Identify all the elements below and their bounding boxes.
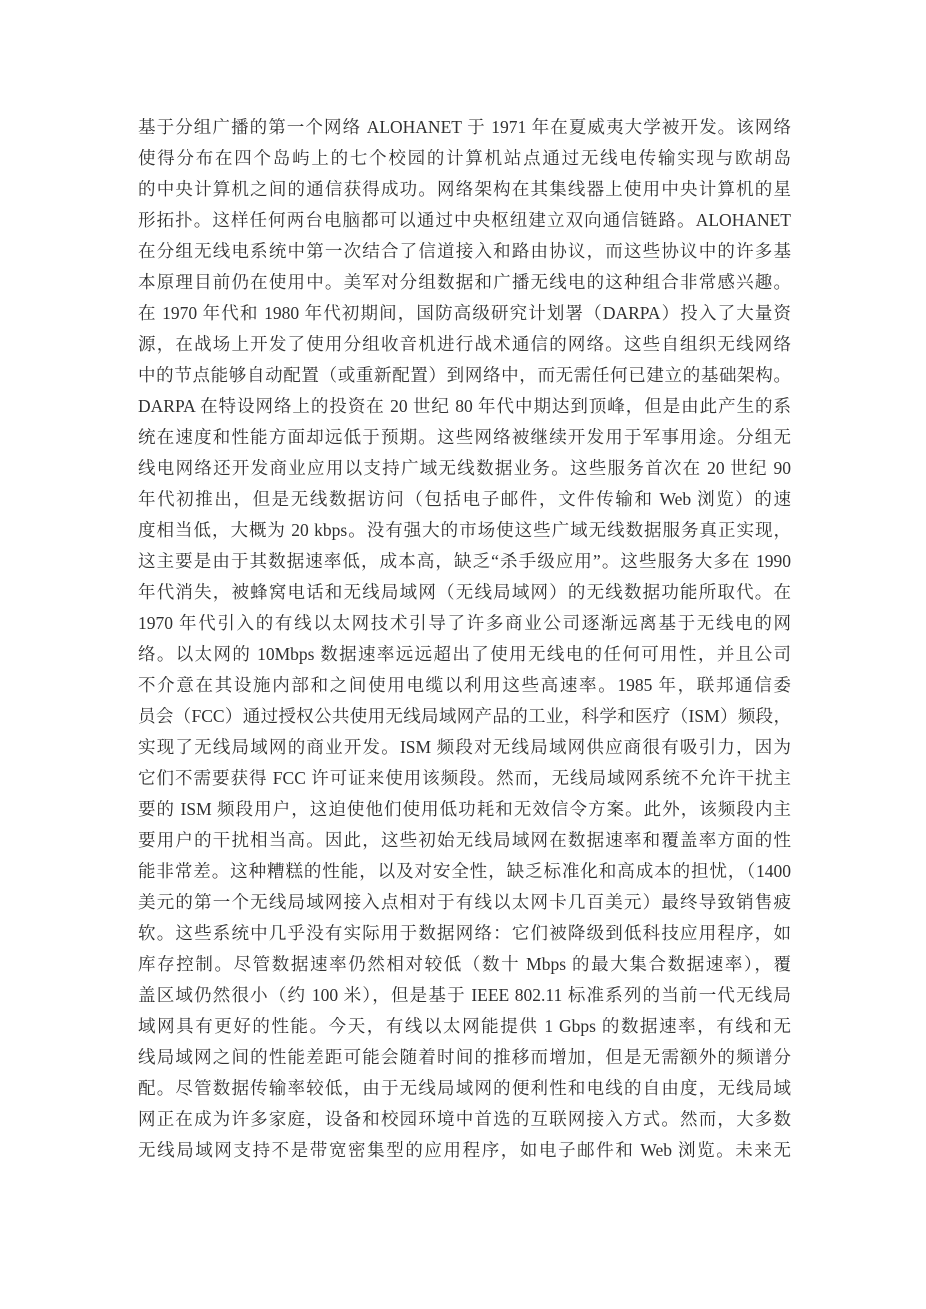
text-line: 网正在成为许多家庭，设备和校园环境中首选的互联网接入方式。然而，大多数 <box>138 1109 791 1129</box>
text-line: 盖区域仍然很小（约 100 米），但是基于 IEEE 802.11 标准系列的当前一代无线局 <box>138 985 791 1005</box>
text-line: 要的 ISM 频段用户，这迫使他们使用低功耗和无效信令方案。此外，该频段内主 <box>138 799 791 819</box>
text-line: 1970 年代引入的有线以太网技术引导了许多商业公司逐渐远离基于无线电的网 <box>138 613 791 633</box>
text-line: 线局域网之间的性能差距可能会随着时间的推移而增加，但是无需额外的频谱分 <box>138 1047 791 1067</box>
text-line: 线电网络还开发商业应用以支持广域无线数据业务。这些服务首次在 20 世纪 90 <box>138 458 791 478</box>
text-line: 统在速度和性能方面却远低于预期。这些网络被继续开发用于军事用途。分组无 <box>138 427 791 447</box>
text-line: 本原理目前仍在使用中。美军对分组数据和广播无线电的这种组合非常感兴趣。 <box>138 272 791 292</box>
text-line: 的中央计算机之间的通信获得成功。网络架构在其集线器上使用中央计算机的星 <box>138 179 791 199</box>
text-line: 基于分组广播的第一个网络 ALOHANET 于 1971 年在夏威夷大学被开发。该网络 <box>138 117 791 137</box>
text-line: 在 1970 年代和 1980 年代初期间，国防高级研究计划署（DARPA）投入了大量资 <box>138 303 791 323</box>
body-paragraph <box>138 112 791 1166</box>
text-line: 这主要是由于其数据速率低，成本高，缺乏“杀手级应用”。这些服务大多在 1990 <box>138 551 791 571</box>
text-line: 不介意在其设施内部和之间使用电缆以利用这些高速率。1985 年，联邦通信委 <box>138 675 791 695</box>
text-line: 形拓扑。这样任何两台电脑都可以通过中央枢纽建立双向通信链路。ALOHANET <box>138 210 791 230</box>
text-line: 配。尽管数据传输率较低，由于无线局域网的便利性和电线的自由度，无线局域 <box>138 1078 791 1098</box>
text-line: 年代初推出，但是无线数据访问（包括电子邮件，文件传输和 Web 浏览）的速 <box>138 489 791 509</box>
text-line: 软。这些系统中几乎没有实际用于数据网络：它们被降级到低科技应用程序，如 <box>138 923 791 943</box>
text-line: 度相当低，大概为 20 kbps。没有强大的市场使这些广域无线数据服务真正实现， <box>138 520 791 540</box>
text-line: 无线局域网支持不是带宽密集型的应用程序，如电子邮件和 Web 浏览。未来无 <box>138 1140 791 1160</box>
text-line: 使得分布在四个岛屿上的七个校园的计算机站点通过无线电传输实现与欧胡岛 <box>138 148 791 168</box>
text-line: 络。以太网的 10Mbps 数据速率远远超出了使用无线电的任何可用性，并且公司 <box>138 644 791 664</box>
text-line: 美元的第一个无线局域网接入点相对于有线以太网卡几百美元）最终导致销售疲 <box>138 892 791 912</box>
text-line: DARPA 在特设网络上的投资在 20 世纪 80 年代中期达到顶峰，但是由此产生的系 <box>138 396 791 416</box>
text-line: 域网具有更好的性能。今天，有线以太网能提供 1 Gbps 的数据速率，有线和无 <box>138 1016 791 1036</box>
text-line: 能非常差。这种糟糕的性能，以及对安全性，缺乏标准化和高成本的担忧，（1400 <box>138 861 791 881</box>
text-line: 库存控制。尽管数据速率仍然相对较低（数十 Mbps 的最大集合数据速率），覆 <box>138 954 791 974</box>
text-line: 要用户的干扰相当高。因此，这些初始无线局域网在数据速率和覆盖率方面的性 <box>138 830 791 850</box>
text-line: 在分组无线电系统中第一次结合了信道接入和路由协议，而这些协议中的许多基 <box>138 241 791 261</box>
text-line: 中的节点能够自动配置（或重新配置）到网络中，而无需任何已建立的基础架构。 <box>138 365 791 385</box>
text-line: 实现了无线局域网的商业开发。ISM 频段对无线局域网供应商很有吸引力，因为 <box>138 737 791 757</box>
text-line: 源，在战场上开发了使用分组收音机进行战术通信的网络。这些自组织无线网络 <box>138 334 791 354</box>
text-line: 年代消失，被蜂窝电话和无线局域网（无线局域网）的无线数据功能所取代。在 <box>138 582 791 602</box>
text-line: 员会（FCC）通过授权公共使用无线局域网产品的工业，科学和医疗（ISM）频段， <box>138 706 791 726</box>
text-line: 它们不需要获得 FCC 许可证来使用该频段。然而，无线局域网系统不允许干扰主 <box>138 768 791 788</box>
